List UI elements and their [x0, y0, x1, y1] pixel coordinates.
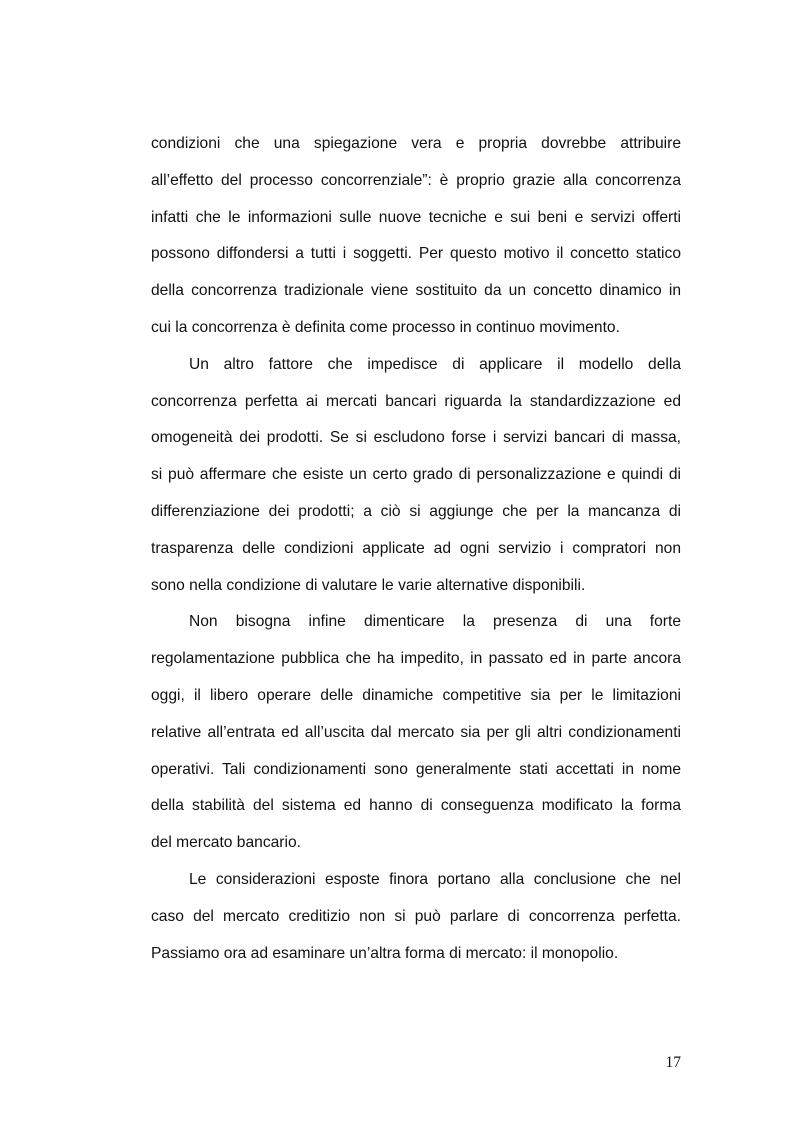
text-line: all’effetto del processo concorrenziale”: è proprio grazie alla concorrenza	[151, 171, 681, 189]
body-text	[151, 127, 681, 973]
text-line: relative all’entrata ed all’uscita dal mercato sia per gli altri condizionamenti	[151, 723, 681, 741]
text-line: cui la concorrenza è definita come processo in continuo movimento.	[151, 318, 620, 336]
text-line: condizioni che una spiegazione vera e propria dovrebbe attribuire	[151, 135, 681, 152]
text-line: operativi. Tali condizionamenti sono generalmente stati accettati in nome	[151, 760, 681, 778]
text-line: infatti che le informazioni sulle nuove tecniche e sui beni e servizi offerti	[151, 208, 681, 226]
text-line: della concorrenza tradizionale viene sostituito da un concetto dinamico in	[151, 282, 681, 300]
text-line: regolamentazione pubblica che ha impedito, in passato ed in parte ancora	[151, 650, 681, 668]
text-line: Le considerazioni esposte finora portano alla conclusione che nel	[189, 870, 681, 888]
text-line: del mercato bancario.	[151, 834, 301, 852]
text-line: Un altro fattore che impedisce di applicare il modello della	[189, 355, 681, 373]
text-line: possono diffondersi a tutti i soggetti. Per questo motivo il concetto statico	[151, 245, 681, 263]
text-line: sono nella condizione di valutare le varie alternative disponibili.	[151, 576, 586, 594]
text-line: Non bisogna infine dimenticare la presenza di una forte	[189, 613, 681, 631]
text-line: omogeneità dei prodotti. Se si escludono forse i servizi bancari di massa,	[151, 429, 681, 447]
text-line: Passiamo ora ad esaminare un’altra forma di mercato: il monopolio.	[151, 944, 619, 962]
text-line: si può affermare che esiste un certo grado di personalizzazione e quindi di	[151, 466, 681, 484]
page-number: 17	[665, 1054, 681, 1071]
text-line: oggi, il libero operare delle dinamiche competitive sia per le limitazioni	[151, 686, 681, 704]
text-line: concorrenza perfetta ai mercati bancari riguarda la standardizzazione ed	[151, 392, 681, 410]
text-line: della stabilità del sistema ed hanno di conseguenza modificato la forma	[151, 797, 681, 815]
text-line: differenziazione dei prodotti; a ciò si aggiunge che per la mancanza di	[151, 502, 681, 520]
text-line: caso del mercato creditizio non si può parlare di concorrenza perfetta.	[151, 907, 681, 925]
text-line: trasparenza delle condizioni applicate ad ogni servizio i compratori non	[151, 539, 681, 557]
